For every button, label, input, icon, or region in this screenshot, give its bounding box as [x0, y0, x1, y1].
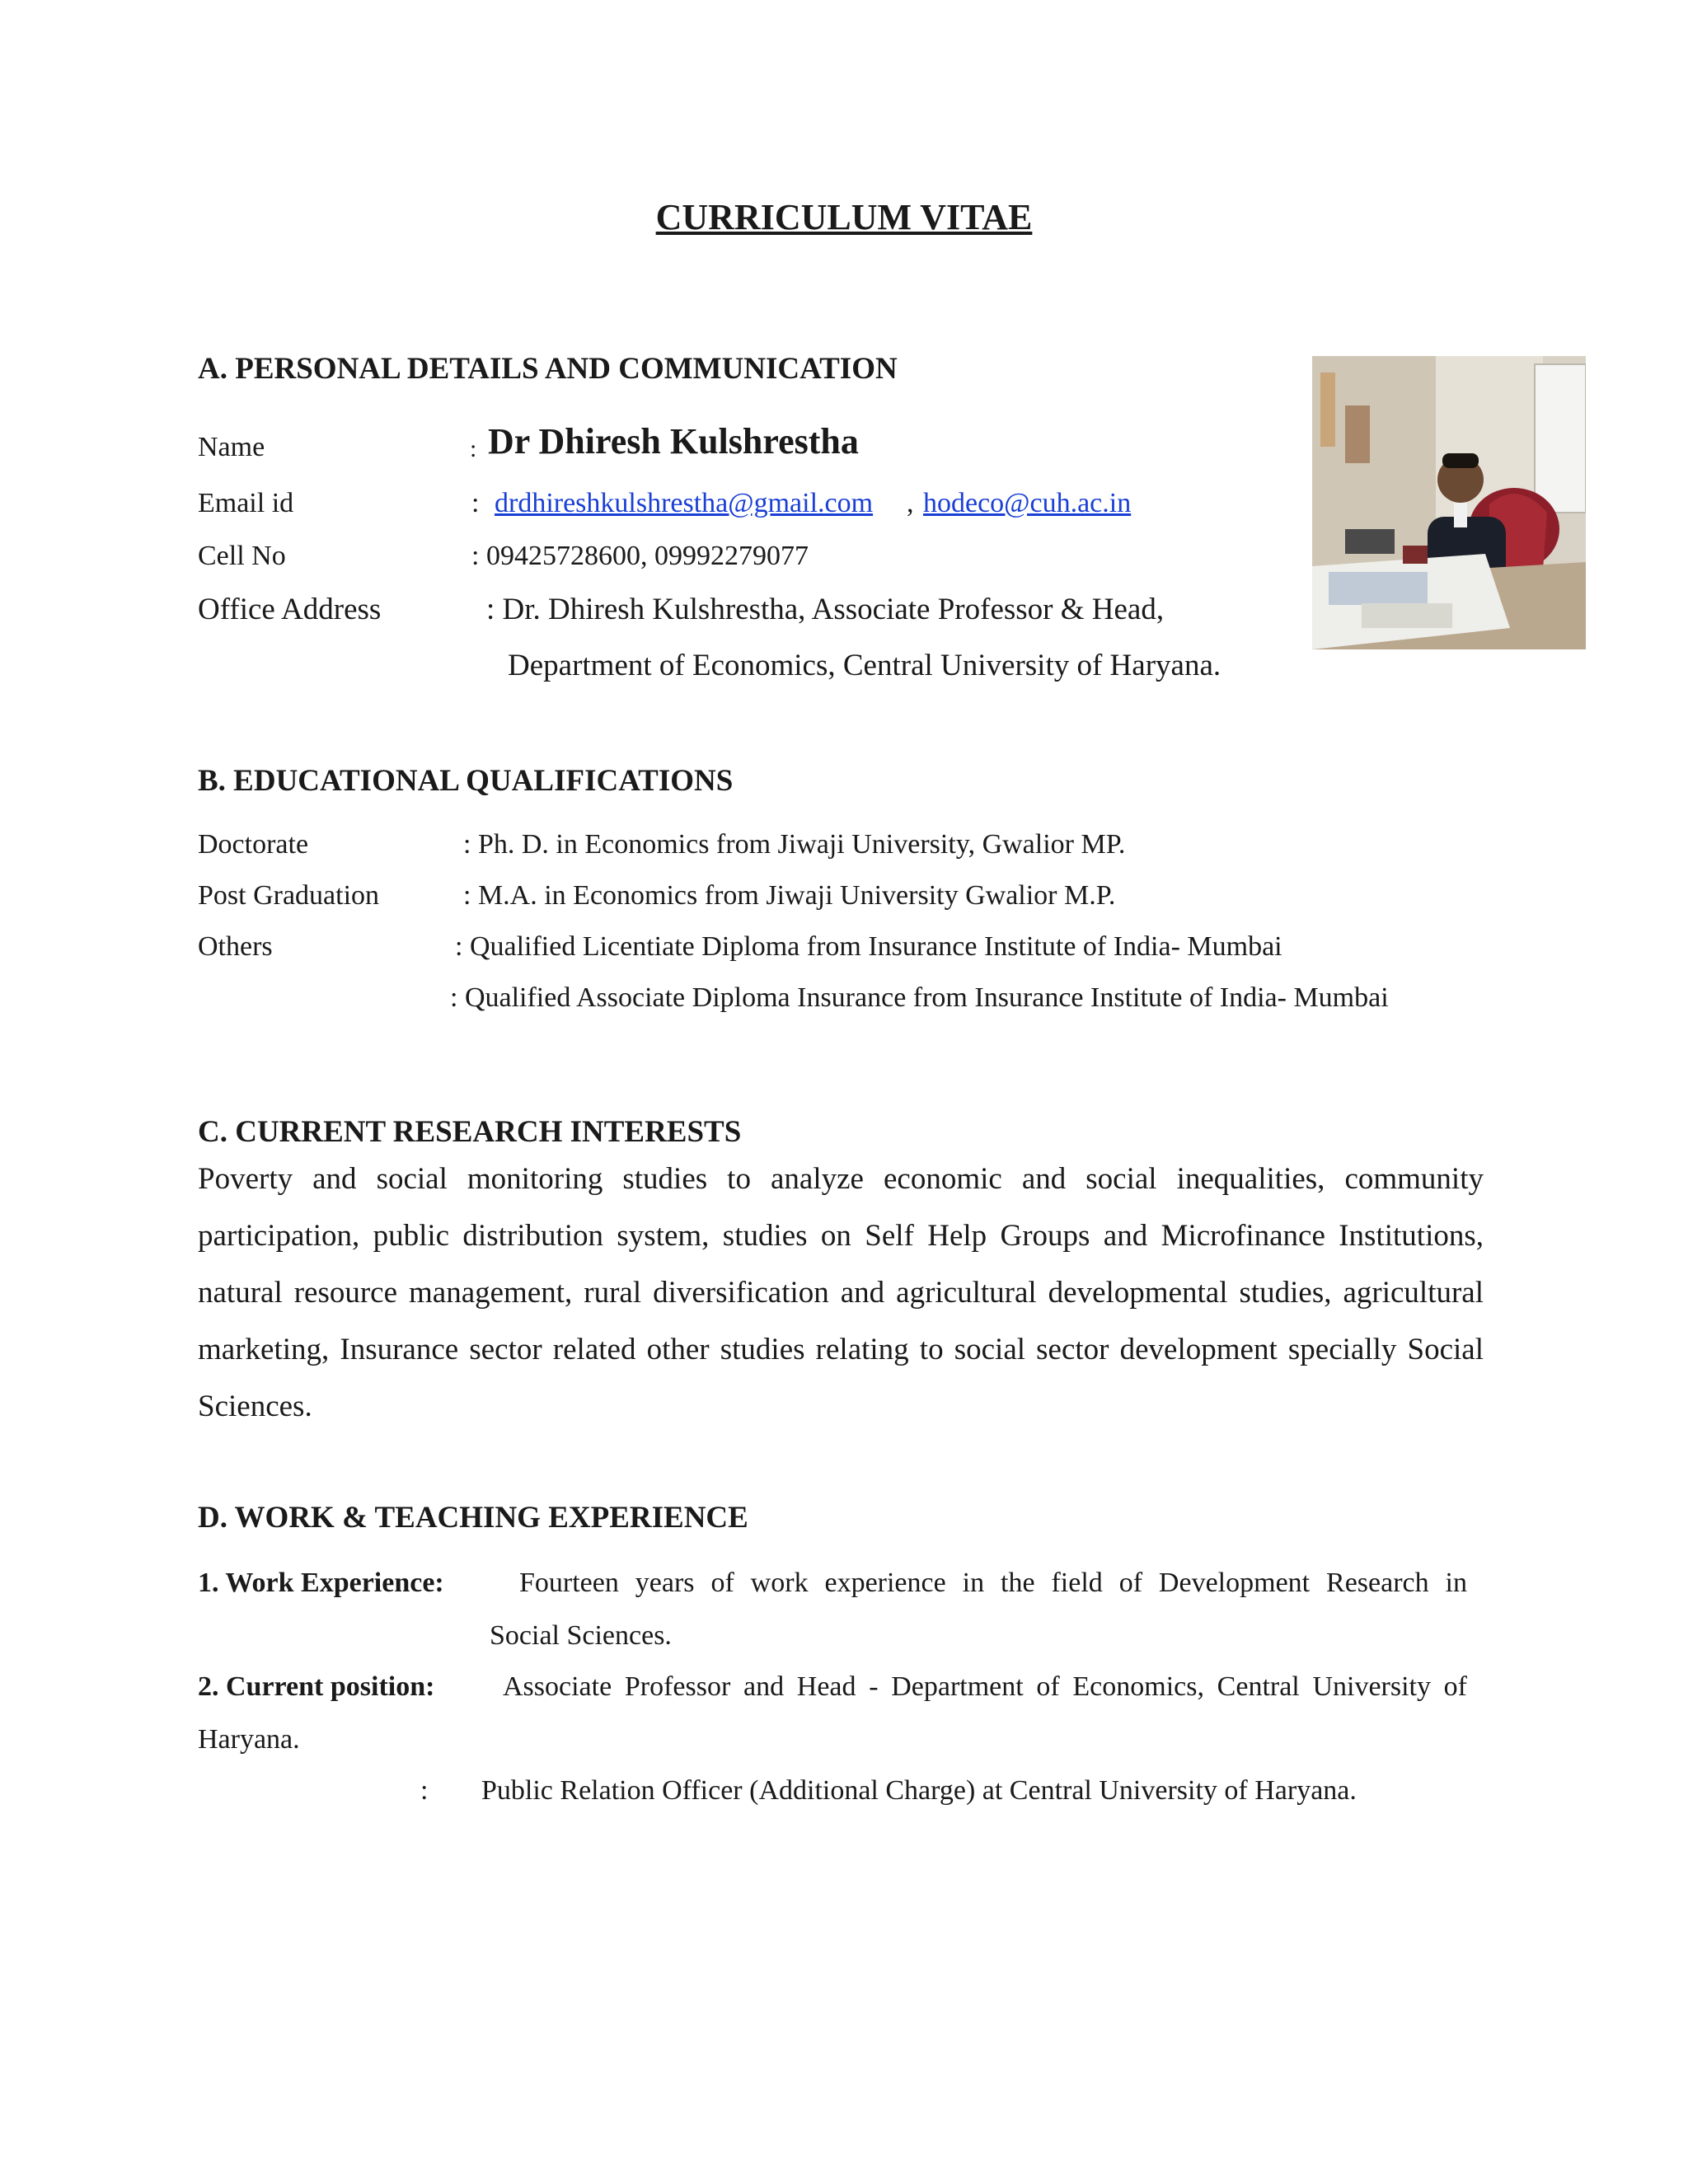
section-d-heading: D. WORK & TEACHING EXPERIENCE	[198, 1501, 748, 1535]
profile-photo	[1312, 356, 1586, 649]
work-experience-label: 1. Work Experience:	[198, 1568, 444, 1598]
email-colon: :	[471, 488, 480, 518]
cell-label: Cell No	[198, 541, 286, 571]
email-link-primary[interactable]: drdhireshkulshrestha@gmail.com	[495, 488, 874, 518]
current-position-label: 2. Current position:	[198, 1671, 435, 1702]
email-label: Email id	[198, 488, 294, 518]
name-colon: :	[470, 435, 477, 462]
current-position-line2: Haryana.	[198, 1724, 300, 1755]
edu-value-post-graduation: : M.A. in Economics from Jiwaji University Gwalior M.P.	[463, 880, 1116, 911]
research-interests-text: Poverty and social monitoring studies to analyze economic and social inequalities, community participation, public distribution system, studies on Self Help Groups and Microfinance Institutions, natural resource management, rural diversification and agricultural developmental studies, agricultural marketing, Insurance sector related other studies relating to social sector development specially Social Sciences.	[198, 1162, 1484, 1423]
section-a-heading: A. PERSONAL DETAILS AND COMMUNICATION	[198, 352, 898, 386]
cell-value: : 09425728600, 09992279077	[471, 541, 809, 571]
work-experience-line1: Fourteen years of work experience in the field of Development Research in	[519, 1568, 1467, 1598]
edu-label-doctorate: Doctorate	[198, 829, 309, 860]
profile-photo-icon	[1312, 356, 1586, 649]
edu-value-others-2: : Qualified Associate Diploma Insurance from Insurance Institute of India- Mumbai	[450, 982, 1389, 1013]
section-b-heading: B. EDUCATIONAL QUALIFICATIONS	[198, 764, 734, 798]
section-c-heading: C. CURRENT RESEARCH INTERESTS	[198, 1115, 742, 1149]
office-address-line1: : Dr. Dhiresh Kulshrestha, Associate Professor & Head,	[486, 593, 1165, 626]
edu-label-post-graduation: Post Graduation	[198, 880, 380, 911]
office-address-line2: Department of Economics, Central University of Haryana.	[508, 649, 1221, 682]
document-title: CURRICULUM VITAE	[655, 197, 1033, 237]
edu-value-doctorate: : Ph. D. in Economics from Jiwaji University, Gwalior MP.	[463, 829, 1126, 860]
office-address-label: Office Address	[198, 593, 382, 626]
name-label: Name	[198, 432, 265, 462]
current-position-line1: Associate Professor and Head - Department of Economics, Central University of	[503, 1671, 1467, 1702]
name-value: Dr Dhiresh Kulshrestha	[488, 421, 859, 462]
email-link-secondary[interactable]: hodeco@cuh.ac.in	[923, 488, 1132, 518]
additional-charge-value: Public Relation Officer (Additional Charge) at Central University of Haryana.	[481, 1775, 1357, 1806]
edu-value-others-1: : Qualified Licentiate Diploma from Insurance Institute of India- Mumbai	[455, 931, 1282, 962]
edu-label-others: Others	[198, 931, 273, 962]
email-separator: ,	[907, 488, 914, 518]
work-experience-line2: Social Sciences.	[490, 1620, 672, 1651]
additional-charge-colon: :	[420, 1775, 429, 1806]
